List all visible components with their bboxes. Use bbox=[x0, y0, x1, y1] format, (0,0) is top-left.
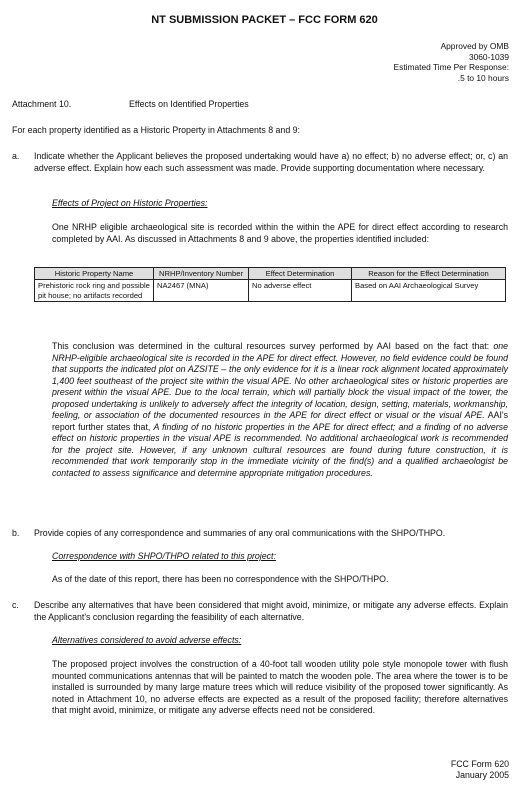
section-c-question: Describe any alternatives that have been considered that might avoid, minimize, or mitigate any adverse effects. Explain the Applicant's conclusion regarding the feasibility of each alternative. bbox=[34, 600, 508, 622]
attachment-number: Attachment 10. bbox=[12, 99, 72, 109]
section-b-question: Provide copies of any correspondence and summaries of any oral communications with the SHPO/THPO. bbox=[34, 528, 446, 538]
table-row bbox=[35, 280, 506, 302]
omb-line: Approved by OMB bbox=[440, 41, 509, 51]
historic-properties-table bbox=[34, 267, 506, 302]
footer-date: January 2005 bbox=[455, 770, 509, 780]
conclusion-text: This conclusion was determined in the cultural resources survey performed by AAI based on the fact that: bbox=[52, 341, 494, 351]
section-b-paragraph: As of the date of this report, there has been no correspondence with the SHPO/THPO. bbox=[52, 574, 389, 584]
section-c-paragraph: The proposed project involves the construction of a 40-foot tall wooden utility pole style monopole tower with flush mounted communications antennas that will be painted to match the wooden pole. The area where the tower is to be installed is surrounded by many large mature trees which will reduce visibility of the proposed tower significantly. As noted in Attachment 10, no adverse effects are expected as a result of the proposed facility; therefore alternatives that might avoid, minimize, or mitigate any adverse effects need not be considered. bbox=[52, 659, 508, 715]
page-title: NT SUBMISSION PACKET – FCC FORM 620 bbox=[151, 14, 378, 26]
section-a-paragraph: One NRHP eligible archaeological site is recorded within the within the APE for direct effect according to research completed by AAI. As discussed in Attachments 8 and 9 above, the properties identified included: bbox=[52, 222, 508, 244]
omb-line: .5 to 10 hours bbox=[457, 72, 509, 83]
column-header: Historic Property Name bbox=[35, 268, 154, 280]
section-b-letter: b. bbox=[12, 528, 20, 538]
table-cell: No adverse effect bbox=[249, 280, 352, 302]
omb-line: 3060-1039 bbox=[468, 51, 509, 62]
column-header: Effect Determination bbox=[249, 268, 352, 280]
section-b-heading: Correspondence with SHPO/THPO related to this project: bbox=[52, 551, 276, 561]
table-cell: NA2467 (MNA) bbox=[154, 280, 249, 302]
attachment-title: Effects on Identified Properties bbox=[129, 99, 249, 109]
section-a-question: Indicate whether the Applicant believes the proposed undertaking would have a) no effect; b) no adverse effect; or, c) an adverse effect. Explain how each such assessment was made. Provide supporting documentation where necessary. bbox=[34, 151, 508, 173]
section-c-heading: Alternatives considered to avoid adverse effects: bbox=[52, 635, 242, 645]
page-footer bbox=[451, 759, 509, 781]
omb-approval-block bbox=[394, 41, 509, 83]
intro-text: For each property identified as a Historic Property in Attachments 8 and 9: bbox=[12, 125, 300, 135]
footer-form: FCC Form 620 bbox=[450, 759, 509, 769]
table-cell: Prehistoric rock ring and possible pit house; no artifacts recorded bbox=[35, 280, 154, 302]
omb-line: Estimated Time Per Response: bbox=[393, 62, 509, 73]
column-header: NRHP/Inventory Number bbox=[154, 268, 249, 280]
conclusion-quote: A finding of no historic properties in the APE for direct effect; and a finding of no adverse effect on historic properties in the visual APE is recommended. No additional archaeological work is recommended for the project site. However, if any unknown cultural resources are found during future construction, it is recommended that work temporarily stop in the immediate vicinity of the find(s) and a qualified archaeologist be contacted to assess significance and determine appropriate mitigation procedures. bbox=[52, 421, 508, 478]
section-a-heading: Effects of Project on Historic Properties: bbox=[52, 198, 208, 208]
table-cell: Based on AAI Archaeological Survey bbox=[352, 280, 506, 302]
section-a-letter: a. bbox=[12, 151, 20, 161]
conclusion-paragraph bbox=[52, 341, 508, 479]
conclusion-text: AAI's report further states that, bbox=[52, 410, 509, 432]
table-header-row bbox=[35, 268, 506, 280]
conclusion-quote: one NRHP-eligible archaeological site is recorded in the APE for direct effect. However, no field evidence could be found that supports the indicated plot on AZSITE – the only evidence for it is a linear rock alignment located approximately 1,400 feet southeast of the project site within the visual APE. No other archaeological sites or historic properties are present within the visual APE. Due to the local terrain, which will partially block the visual impact of the tower, the proposed undertaking is unlikely to adversely affect the integrity of location, design, setting, materials, workmanship, feeling, or association of the documented resources in the APE for direct effect or visual or the visual APE. bbox=[52, 341, 508, 420]
column-header: Reason for the Effect Determination bbox=[352, 268, 506, 280]
section-c-letter: c. bbox=[12, 600, 19, 610]
